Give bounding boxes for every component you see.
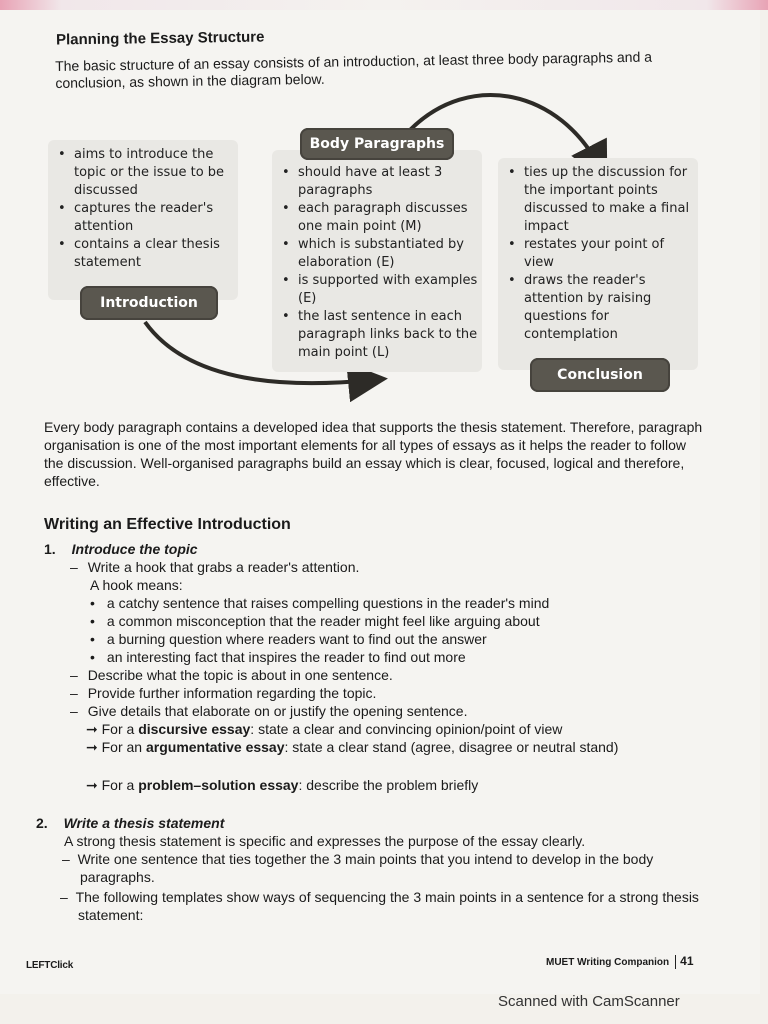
- intro-paragraph: The basic structure of an essay consists of an introduction, at least three body paragraphs and a conclusion, as shown in the diagram below.: [55, 48, 653, 91]
- conclusion-bullet: • draws the reader's attention by raising questions for contemplation: [516, 272, 694, 344]
- hook-item: • a burning question where readers want to find out the answer: [90, 631, 487, 647]
- arrow-icon: ➞: [86, 721, 98, 737]
- hook-means: A hook means:: [90, 577, 183, 593]
- hook-item: • a catchy sentence that raises compelling questions in the reader's mind: [90, 595, 550, 611]
- page-footer: [546, 954, 694, 969]
- hook-line: – Write a hook that grabs a reader's attention.: [70, 559, 360, 575]
- body-bullet: • each paragraph discusses one main point (M): [290, 200, 478, 236]
- essay-type-problem-solution: ➞ For a problem–solution essay: describe the problem briefly: [86, 777, 479, 793]
- essay-type-discursive: ➞ For a discursive essay: state a clear and convincing opinion/point of view: [86, 721, 563, 737]
- body-bullet: • should have at least 3 paragraphs: [290, 164, 478, 200]
- conclusion-bullet: • ties up the discussion for the important points discussed to make a final impact: [516, 164, 694, 236]
- dash-item: – Describe what the topic is about in one sentence.: [70, 667, 393, 683]
- arrow-icon: ➞: [86, 777, 98, 793]
- step1-heading: [44, 540, 198, 558]
- step1-title: Introduce the topic: [71, 541, 198, 557]
- hook-item: • an interesting fact that inspires the reader to find out more: [90, 649, 466, 665]
- step2-dash-item: – The following templates show ways of sequencing the 3 main points in a sentence for a strong thesis statement:: [60, 889, 699, 923]
- publisher-logo: LEFTClick: [26, 960, 74, 971]
- dash-item: – Give details that elaborate on or justify the opening sentence.: [70, 703, 468, 719]
- section-heading: Writing an Effective Introduction: [44, 516, 291, 533]
- step2-number: 2.: [36, 815, 48, 831]
- body-paragraphs-label: Body Paragraphs: [300, 128, 454, 160]
- body-bullet: • is supported with examples (E): [290, 272, 478, 308]
- page-number: 41: [680, 954, 694, 968]
- footer-divider: [675, 955, 676, 969]
- introduction-box: [48, 140, 238, 300]
- body-paragraph-explanation: Every body paragraph contains a developed idea that supports the thesis statement. Therefore, paragraph organisation is one of the most important elements for all types of essays as it helps the reader to follow the discussion. Well-organised paragraphs build an essay which is clear, focused, logical and therefore, effective.: [44, 419, 703, 489]
- introduction-label: Introduction: [80, 286, 218, 320]
- scanner-watermark: Scanned with CamScanner: [498, 993, 680, 1010]
- intro-bullet: • captures the reader's attention: [66, 200, 234, 236]
- step2-title: Write a thesis statement: [63, 815, 225, 831]
- body-bullet: • which is substantiated by elaboration (E): [290, 236, 478, 272]
- intro-bullet: • aims to introduce the topic or the issue to be discussed: [66, 146, 234, 200]
- body-bullet: • the last sentence in each paragraph links back to the main point (L): [290, 308, 478, 362]
- book-title: MUET Writing Companion: [546, 957, 670, 968]
- conclusion-bullet: • restates your point of view: [516, 236, 694, 272]
- hook-item: • a common misconception that the reader might feel like arguing about: [90, 613, 540, 629]
- dash-item: – Provide further information regarding the topic.: [70, 685, 377, 701]
- body-paragraphs-box: [272, 150, 482, 372]
- essay-type-argumentative: ➞ For an argumentative essay: state a clear stand (agree, disagree or neutral stand): [86, 739, 619, 755]
- intro-bullet: • contains a clear thesis statement: [66, 236, 234, 272]
- conclusion-box: [498, 158, 698, 370]
- step2-heading: [36, 814, 224, 832]
- arrow-icon: ➞: [86, 739, 98, 755]
- step2-dash-item: – Write one sentence that ties together the 3 main points that you intend to develop in the body paragraphs.: [62, 851, 654, 885]
- step2-lead: A strong thesis statement is specific and expresses the purpose of the essay clearly.: [64, 833, 586, 849]
- step1-number: 1.: [44, 541, 56, 557]
- conclusion-label: Conclusion: [530, 358, 670, 392]
- page-heading: Planning the Essay Structure: [55, 28, 265, 49]
